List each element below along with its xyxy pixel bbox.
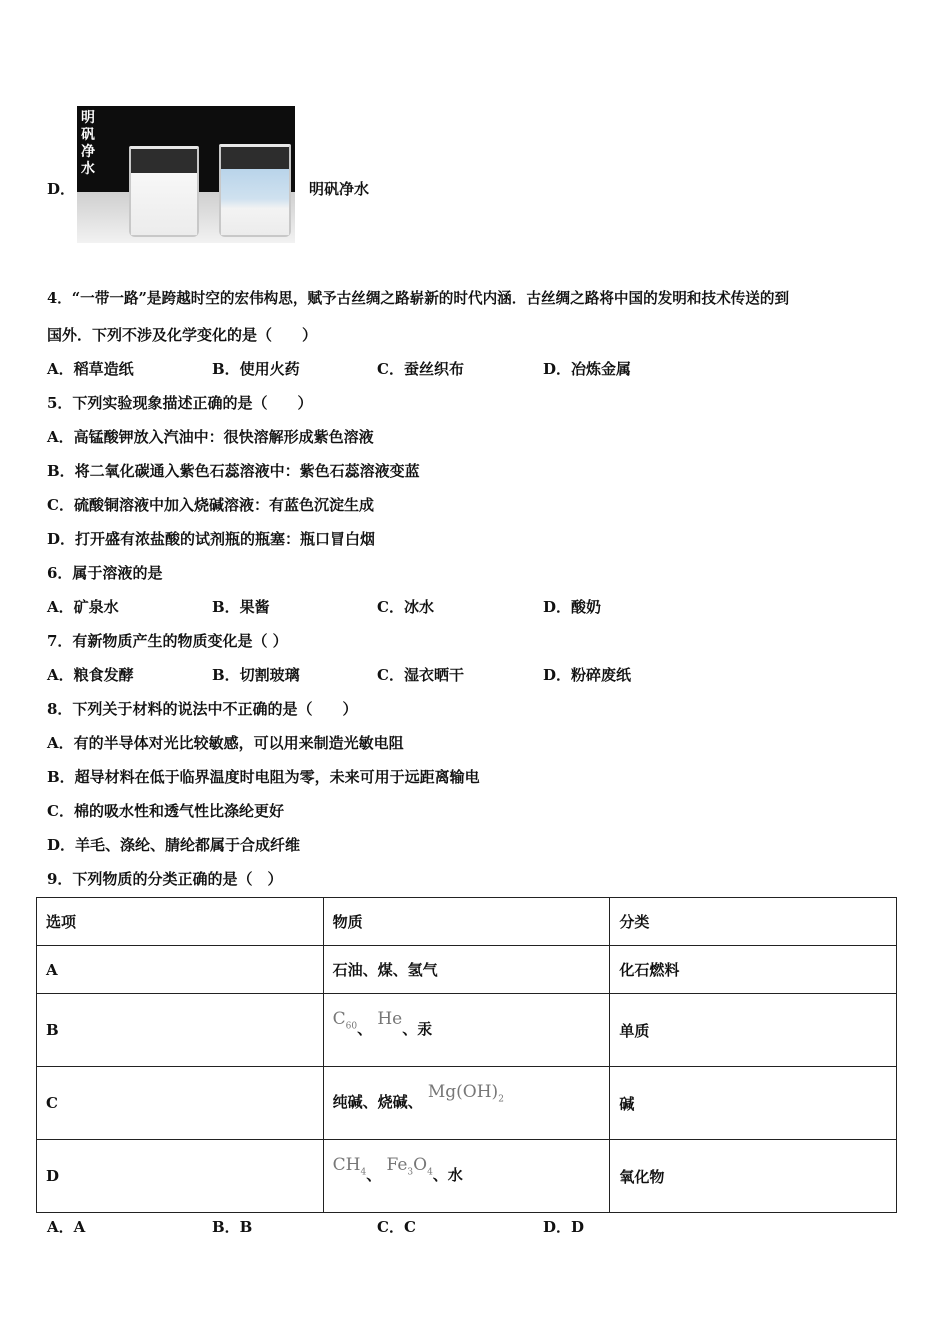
q9-option-b: B．B bbox=[212, 1218, 253, 1236]
q6-stem: 6．属于溶液的是 bbox=[47, 564, 163, 582]
row-category: 氧化物 bbox=[610, 1140, 897, 1213]
q5-option-c: C．硫酸铜溶液中加入烧碱溶液：有蓝色沉淀生成 bbox=[47, 496, 374, 514]
q7-option-c: C．湿衣晒干 bbox=[377, 666, 464, 684]
table-header-row bbox=[37, 898, 897, 946]
alum-water-purification-photo bbox=[77, 106, 295, 243]
q8-stem: 8．下列关于材料的说法中不正确的是（ ） bbox=[47, 700, 358, 718]
q4-option-d: D．冶炼金属 bbox=[543, 360, 632, 378]
q7-option-a: A．粮食发酵 bbox=[47, 666, 134, 684]
photo-vertical-caption bbox=[79, 110, 97, 178]
q8-option-b: B．超导材料在低于临界温度时电阻为零，未来可用于远距离输电 bbox=[47, 768, 480, 786]
q8-option-c: C．棉的吸水性和透气性比涤纶更好 bbox=[47, 802, 284, 820]
row-substance: $CH_4$、 $Fe_3O_4$、水 bbox=[323, 1140, 610, 1213]
q6-option-a: A．矿泉水 bbox=[47, 598, 119, 616]
q7-option-d: D．粉碎废纸 bbox=[543, 666, 632, 684]
q4-stem-line2: 国外．下列不涉及化学变化的是（ ） bbox=[47, 326, 318, 344]
q7-stem: 7．有新物质产生的物质变化是（ ） bbox=[47, 632, 288, 650]
q6-option-b: B．果酱 bbox=[212, 598, 270, 616]
q9-option-c: C．C bbox=[377, 1218, 416, 1236]
header-option: 选项 bbox=[37, 898, 324, 946]
photo-char: 水 bbox=[81, 161, 95, 177]
q9-classification-table bbox=[36, 897, 897, 1213]
formula-c60: $C_{60}$ bbox=[332, 1009, 358, 1032]
photo-char: 净 bbox=[81, 144, 95, 160]
formula-he: He bbox=[377, 1009, 403, 1030]
q5-option-b: B．将二氧化碳通入紫色石蕊溶液中：紫色石蕊溶液变蓝 bbox=[47, 462, 420, 480]
q4-stem-line1: 4．“一带一路”是跨越时空的宏伟构思，赋予古丝绸之路崭新的时代内涵．古丝绸之路将中国的发明和技术传送的到 bbox=[47, 290, 790, 307]
q3-option-d-label: D． bbox=[47, 180, 76, 198]
q4-option-a: A．稻草造纸 bbox=[47, 360, 134, 378]
q5-option-a: A．高锰酸钾放入汽油中：很快溶解形成紫色溶液 bbox=[47, 428, 374, 446]
q9-option-a: A．A bbox=[47, 1218, 86, 1236]
row-category: 单质 bbox=[610, 994, 897, 1067]
table-row-c bbox=[37, 1067, 897, 1140]
q5-option-d: D．打开盛有浓盐酸的试剂瓶的瓶塞：瓶口冒白烟 bbox=[47, 530, 376, 548]
q8-option-a: A．有的半导体对光比较敏感，可以用来制造光敏电阻 bbox=[47, 734, 404, 752]
substance-mercury: 、汞 bbox=[402, 1020, 433, 1039]
table-row-d bbox=[37, 1140, 897, 1213]
header-category: 分类 bbox=[610, 898, 897, 946]
q3-option-d-caption: 明矾净水 bbox=[309, 180, 370, 198]
cloudy-water-glass bbox=[129, 146, 199, 237]
header-substance: 物质 bbox=[323, 898, 610, 946]
q6-option-d: D．酸奶 bbox=[543, 598, 602, 616]
formula-mgoh2: $Mg(OH)_2$ bbox=[427, 1082, 504, 1105]
row-key: D bbox=[37, 1140, 324, 1213]
row-category: 化石燃料 bbox=[610, 946, 897, 994]
row-key: B bbox=[37, 994, 324, 1067]
photo-char: 矾 bbox=[81, 127, 95, 143]
q9-option-d: D．D bbox=[543, 1218, 585, 1236]
q5-stem: 5．下列实验现象描述正确的是（ ） bbox=[47, 394, 313, 412]
q4-option-b: B．使用火药 bbox=[212, 360, 300, 378]
q9-stem: 9．下列物质的分类正确的是（ ） bbox=[47, 870, 283, 888]
row-key: C bbox=[37, 1067, 324, 1140]
q7-option-b: B．切割玻璃 bbox=[212, 666, 300, 684]
clear-water-glass bbox=[219, 144, 291, 237]
formula-fe3o4: $Fe_3O_4$ bbox=[386, 1155, 433, 1178]
q8-option-d: D．羊毛、涤纶、腈纶都属于合成纤维 bbox=[47, 836, 301, 854]
row-substance bbox=[323, 1067, 610, 1140]
q4-option-c: C．蚕丝织布 bbox=[377, 360, 464, 378]
row-category: 碱 bbox=[610, 1067, 897, 1140]
substance-water: 、水 bbox=[432, 1166, 463, 1185]
formula-ch4: $CH_4$ bbox=[332, 1155, 367, 1178]
row-key: A bbox=[37, 946, 324, 994]
table-row-a bbox=[37, 946, 897, 994]
row-substance: 石油、煤、氢气 bbox=[323, 946, 610, 994]
table-row-b bbox=[37, 994, 897, 1067]
substance-prefix: 纯碱、烧碱、 bbox=[332, 1093, 423, 1112]
row-substance: $C_{60}$、 He、汞 bbox=[323, 994, 610, 1067]
photo-char: 明 bbox=[81, 110, 95, 126]
q6-option-c: C．冰水 bbox=[377, 598, 434, 616]
